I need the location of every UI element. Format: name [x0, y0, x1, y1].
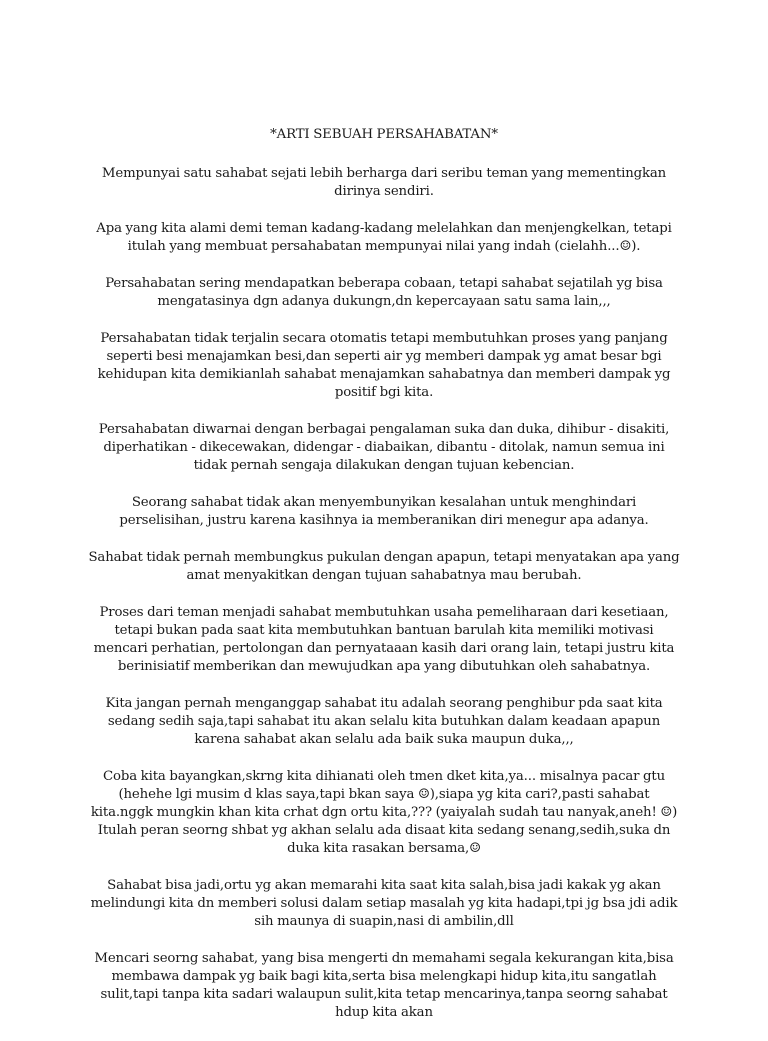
paragraph: Proses dari teman menjadi sahabat membutuhkan usaha pemeliharaan dari kesetiaan, tetapi bukan pada saat kita membutuhkan bantuan barulah kita memiliki motivasi mencari perhatian, pertolongan dan pernyataaan kasih dari orang lain, tetapi justru kita berinisiatif memberikan dan mewujudkan apa yang dibutuhkan oleh sahabatnya.	[93, 605, 675, 674]
paragraph: Persahabatan sering mendapatkan beberapa cobaan, tetapi sahabat sejatilah yg bisa mengatasinya dgn adanya dukungn,dn kepercayaan satu sama lain,,,	[105, 276, 663, 309]
paragraph: Persahabatan diwarnai dengan berbagai pengalaman suka dan duka, dihibur - disakiti, diperhatikan - dikecewakan, didengar - diabaikan, dibantu - ditolak, namun semua ini tidak pernah sengaja dilakukan dengan tujuan kebencian.	[98, 422, 670, 473]
document-body	[88, 126, 680, 1041]
paragraph: Mempunyai satu sahabat sejati lebih berharga dari seribu teman yang mementingkan dirinya sendiri.	[101, 166, 667, 199]
paragraph: Persahabatan tidak terjalin secara otomatis tetapi membutuhkan proses yang panjang seperti besi menajamkan besi,dan seperti air yg memberi dampak yg amat besar bgi kehidupan kita demikianlah sahabat menajamkan sahabatnya dan memberi dampak yg positif bgi kita.	[97, 331, 671, 400]
document-title: *ARTI SEBUAH PERSAHABATAN*	[270, 127, 498, 142]
paragraph: Sahabat bisa jadi,ortu yg akan memarahi kita saat kita salah,bisa jadi kakak yg akan melindungi kita dn memberi solusi dalam setiap masalah yg kita hadapi,tpi jg bsa jdi adik sih maunya di suapin,nasi di ambilin,dll	[90, 878, 678, 929]
paragraph: Seorang sahabat tidak akan menyembunyikan kesalahan untuk menghindari perselisihan, justru karena kasihnya ia memberanikan diri menegur apa adanya.	[119, 495, 649, 528]
paragraph: Apa yang kita alami demi teman kadang-kadang melelahkan dan menjengkelkan, tetapi itulah yang membuat persahabatan mempunyai nilai yang indah (cielahh...☺).	[96, 221, 672, 254]
paragraph: Mencari seorng sahabat, yang bisa mengerti dn memahami segala kekurangan kita,bisa membawa dampak yg baik bagi kita,serta bisa melengkapi hidup kita,itu sangatlah sulit,tapi tanpa kita sadari walaupun sulit,kita tetap mencarinya,tanpa seorng sahabat hdup kita akan	[94, 951, 674, 1020]
paragraph: Sahabat tidak pernah membungkus pukulan dengan apapun, tetapi menyatakan apa yang amat menyakitkan dengan tujuan sahabatnya mau berubah.	[88, 550, 680, 583]
paragraph: Coba kita bayangkan,skrng kita dihianati oleh tmen dket kita,ya... misalnya pacar gtu (hehehe lgi musim d klas saya,tapi bkan saya ☺),siapa yg kita cari?,pasti sahabat kita.nggk mungkin khan kita crhat dgn ortu kita,??? (yaiyalah sudah tau nanyak,aneh! ☺) Itulah peran seorng shbat yg akhan selalu ada disaat kita sedang senang,sedih,suka dn duka kita rasakan bersama,☺	[90, 769, 678, 856]
paragraph: Kita jangan pernah menganggap sahabat itu adalah seorang penghibur pda saat kita sedang sedih saja,tapi sahabat itu akan selalu kita butuhkan dalam keadaan apapun karena sahabat akan selalu ada baik suka maupun duka,,,	[105, 696, 663, 747]
